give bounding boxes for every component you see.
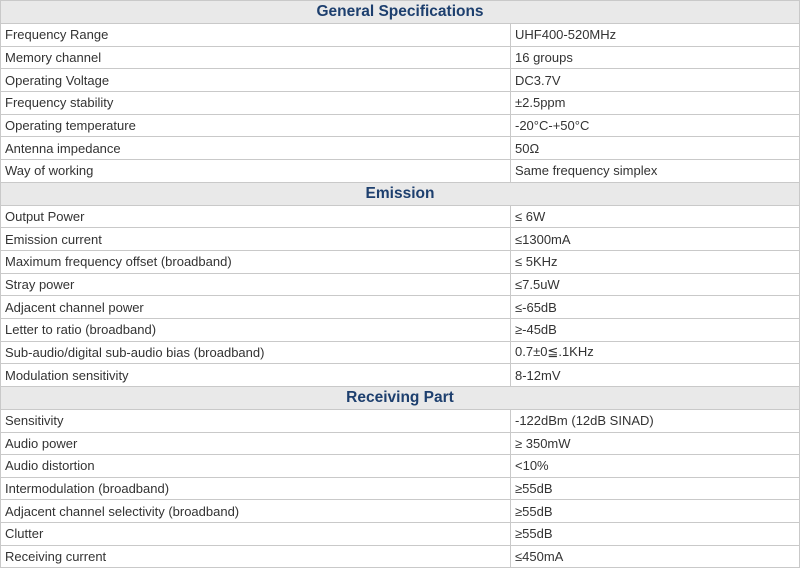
spec-label: Audio distortion xyxy=(1,455,511,478)
spec-label: Intermodulation (broadband) xyxy=(1,477,511,500)
table-row xyxy=(1,477,800,500)
table-row xyxy=(1,409,800,432)
table-row xyxy=(1,24,800,47)
section-header-row xyxy=(1,182,800,205)
spec-value: UHF400-520MHz xyxy=(511,24,800,47)
spec-value: ≥55dB xyxy=(511,523,800,546)
table-row xyxy=(1,114,800,137)
spec-value: ≤ 5KHz xyxy=(511,250,800,273)
spec-label: Sensitivity xyxy=(1,409,511,432)
section-header-row xyxy=(1,386,800,409)
table-row xyxy=(1,341,800,364)
spec-value: 0.7±0≦.1KHz xyxy=(511,341,800,364)
section-title: General Specifications xyxy=(1,1,800,24)
spec-value: ≤1300mA xyxy=(511,228,800,251)
spec-label: Stray power xyxy=(1,273,511,296)
spec-value: DC3.7V xyxy=(511,69,800,92)
spec-value: ≥ 350mW xyxy=(511,432,800,455)
spec-label: Adjacent channel power xyxy=(1,296,511,319)
section-header-row xyxy=(1,1,800,24)
table-row xyxy=(1,250,800,273)
table-row xyxy=(1,500,800,523)
spec-label: Letter to ratio (broadband) xyxy=(1,318,511,341)
spec-value: <10% xyxy=(511,455,800,478)
spec-label: Operating temperature xyxy=(1,114,511,137)
spec-label: Maximum frequency offset (broadband) xyxy=(1,250,511,273)
spec-label: Frequency stability xyxy=(1,91,511,114)
table-row xyxy=(1,318,800,341)
table-row xyxy=(1,545,800,568)
spec-label: Sub-audio/digital sub-audio bias (broadband) xyxy=(1,341,511,364)
section-title: Emission xyxy=(1,182,800,205)
table-row xyxy=(1,69,800,92)
section-title: Receiving Part xyxy=(1,386,800,409)
table-row xyxy=(1,523,800,546)
spec-label: Antenna impedance xyxy=(1,137,511,160)
spec-value: ≤ 6W xyxy=(511,205,800,228)
spec-label: Frequency Range xyxy=(1,24,511,47)
spec-value: Same frequency simplex xyxy=(511,159,800,182)
table-row xyxy=(1,137,800,160)
spec-label: Way of working xyxy=(1,159,511,182)
spec-value: ±2.5ppm xyxy=(511,91,800,114)
spec-label: Adjacent channel selectivity (broadband) xyxy=(1,500,511,523)
table-row xyxy=(1,46,800,69)
spec-label: Clutter xyxy=(1,523,511,546)
spec-value: 8-12mV xyxy=(511,364,800,387)
table-row xyxy=(1,455,800,478)
spec-label: Audio power xyxy=(1,432,511,455)
spec-value: ≥55dB xyxy=(511,477,800,500)
table-row xyxy=(1,296,800,319)
table-row xyxy=(1,364,800,387)
spec-value: ≤-65dB xyxy=(511,296,800,319)
table-row xyxy=(1,205,800,228)
spec-label: Receiving current xyxy=(1,545,511,568)
spec-label: Modulation sensitivity xyxy=(1,364,511,387)
spec-label: Memory channel xyxy=(1,46,511,69)
spec-value: ≤450mA xyxy=(511,545,800,568)
specifications-table-body xyxy=(1,1,800,568)
table-row xyxy=(1,91,800,114)
spec-value: -122dBm (12dB SINAD) xyxy=(511,409,800,432)
table-row xyxy=(1,273,800,296)
spec-value: ≤7.5uW xyxy=(511,273,800,296)
spec-value: ≥-45dB xyxy=(511,318,800,341)
table-row xyxy=(1,228,800,251)
spec-value: ≥55dB xyxy=(511,500,800,523)
table-row xyxy=(1,159,800,182)
spec-value: -20°C-+50°C xyxy=(511,114,800,137)
spec-label: Emission current xyxy=(1,228,511,251)
spec-value: 16 groups xyxy=(511,46,800,69)
spec-label: Output Power xyxy=(1,205,511,228)
spec-value: 50Ω xyxy=(511,137,800,160)
table-row xyxy=(1,432,800,455)
spec-label: Operating Voltage xyxy=(1,69,511,92)
